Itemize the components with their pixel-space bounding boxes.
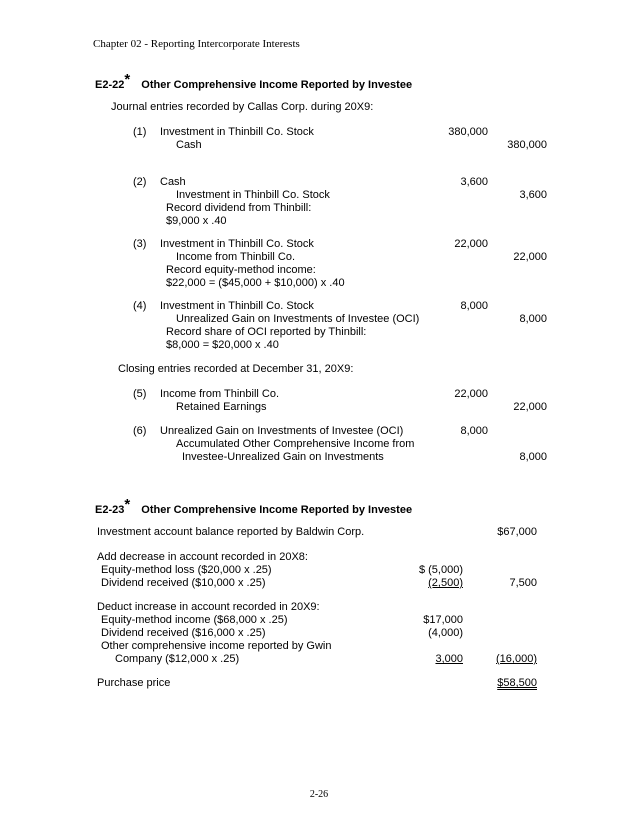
entry-note: Record equity-method income: [166, 264, 316, 276]
credit-amount: 380,000 [507, 139, 547, 151]
balance-amount: $67,000 [497, 526, 537, 538]
credit-amount: 22,000 [513, 401, 547, 413]
deduct-total: (16,000) [496, 653, 537, 665]
add-label: Add decrease in account recorded in 20X8: [97, 551, 308, 563]
adjustment-amount: (4,000) [428, 627, 463, 639]
debit-amount: 22,000 [454, 388, 488, 400]
asterisk-mark: * [124, 496, 131, 513]
page-number: 2-26 [309, 789, 329, 800]
credit-account: Accumulated Other Comprehensive Income from [176, 438, 415, 450]
entry-calculation: $22,000 = ($45,000 + $10,000) x .40 [166, 277, 345, 289]
adjustment-item-continued: Company ($12,000 x .25) [115, 653, 240, 665]
entry-calculation: $9,000 x .40 [166, 215, 227, 227]
credit-account: Investment in Thinbill Co. Stock [176, 189, 330, 201]
credit-amount: 8,000 [519, 313, 547, 325]
entry-number: (2) [133, 176, 147, 188]
adjustment-amount: $ (5,000) [418, 564, 463, 576]
debit-amount: 8,000 [460, 300, 488, 312]
debit-amount: 3,600 [460, 176, 488, 188]
entry-number: (4) [133, 300, 147, 312]
entry-note: Record share of OCI reported by Thinbill: [166, 326, 367, 338]
closing-intro: Closing entries recorded at December 31, 20X9: [118, 363, 354, 375]
credit-account: Income from Thinbill Co. [176, 251, 296, 263]
credit-account: Cash [176, 139, 202, 151]
adjustment-amount: 3,000 [435, 653, 463, 665]
adjustment-item: Equity-method income ($68,000 x .25) [101, 614, 288, 626]
credit-amount: 3,600 [519, 189, 547, 201]
balance-label: Investment account balance reported by Baldwin Corp. [97, 526, 365, 538]
entry-calculation: $8,000 = $20,000 x .40 [166, 339, 279, 351]
purchase-amount: $58,500 [497, 677, 537, 689]
deduct-label: Deduct increase in account recorded in 20X9: [97, 601, 320, 613]
exercise-number: E2-22 [95, 79, 125, 91]
entry-note: Record dividend from Thinbill: [166, 202, 312, 214]
debit-account: Cash [160, 176, 186, 188]
adjustment-item: Dividend received ($16,000 x .25) [101, 627, 266, 639]
debit-account: Unrealized Gain on Investments of Investee (OCI) [160, 425, 404, 437]
debit-amount: 380,000 [448, 126, 488, 138]
debit-account: Investment in Thinbill Co. Stock [160, 238, 314, 250]
debit-amount: 8,000 [460, 425, 488, 437]
purchase-label: Purchase price [97, 677, 171, 689]
exercise-title-e2-22 [95, 71, 413, 92]
adjustment-item: Dividend received ($10,000 x .25) [101, 577, 266, 589]
credit-account: Unrealized Gain on Investments of Investee (OCI) [176, 313, 420, 325]
debit-account: Investment in Thinbill Co. Stock [160, 126, 314, 138]
debit-account: Investment in Thinbill Co. Stock [160, 300, 314, 312]
page-header: Chapter 02 - Reporting Intercorporate Interests [93, 38, 300, 50]
credit-account: Retained Earnings [176, 401, 267, 413]
debit-amount: 22,000 [454, 238, 488, 250]
exercise-heading: Other Comprehensive Income Reported by Investee [141, 79, 413, 91]
entry-number: (6) [133, 425, 147, 437]
debit-account: Income from Thinbill Co. [160, 388, 280, 400]
adjustment-amount: $17,000 [423, 614, 463, 626]
credit-amount: 8,000 [519, 451, 547, 463]
journal-intro: Journal entries recorded by Callas Corp. during 20X9: [111, 101, 374, 113]
credit-account-continued: Investee-Unrealized Gain on Investments [182, 451, 384, 463]
adjustment-item: Equity-method loss ($20,000 x .25) [101, 564, 272, 576]
add-total: 7,500 [509, 577, 537, 589]
entry-number: (3) [133, 238, 147, 250]
exercise-heading: Other Comprehensive Income Reported by Investee [141, 504, 413, 516]
exercise-title-e2-23 [95, 496, 413, 517]
credit-amount: 22,000 [513, 251, 547, 263]
adjustment-amount: (2,500) [428, 577, 463, 589]
asterisk-mark: * [124, 71, 131, 88]
exercise-number: E2-23 [95, 504, 125, 516]
adjustment-item: Other comprehensive income reported by Gwin [101, 640, 332, 652]
entry-number: (5) [133, 388, 147, 400]
entry-number: (1) [133, 126, 147, 138]
